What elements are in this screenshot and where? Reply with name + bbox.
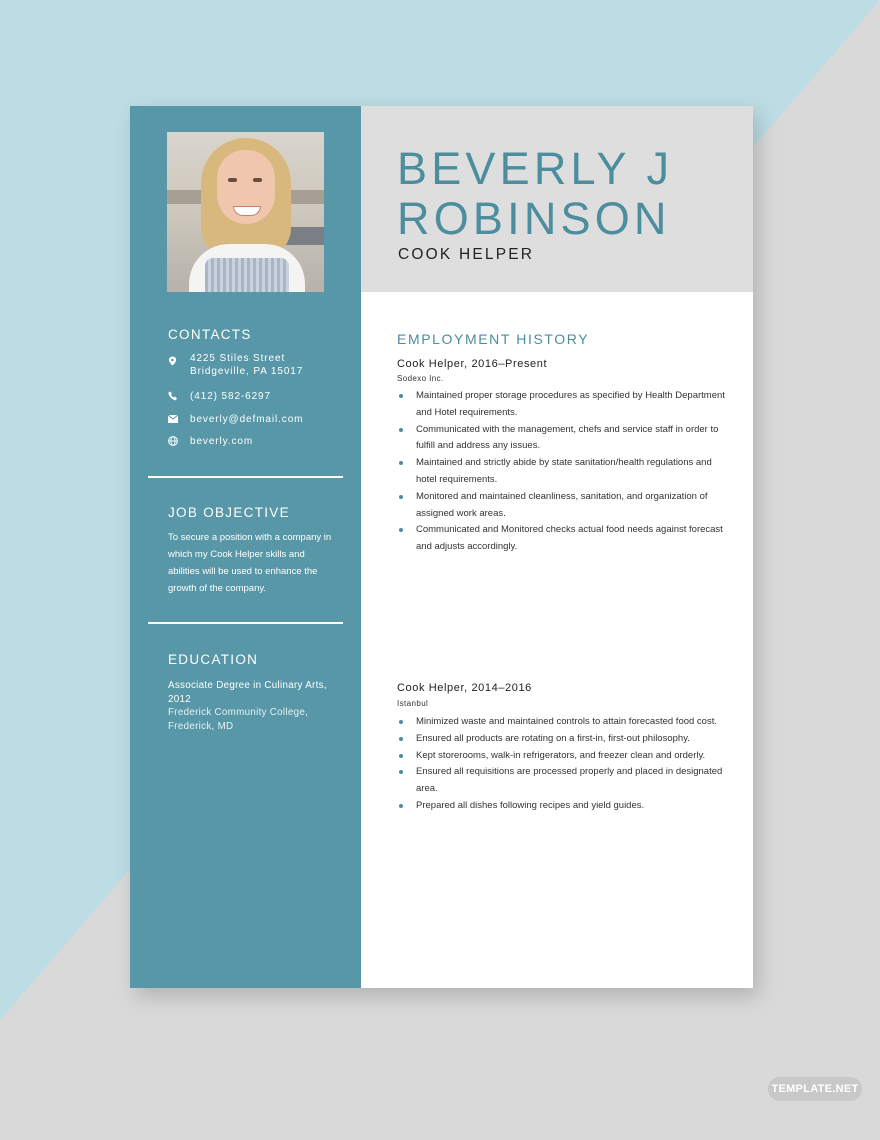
sidebar-divider	[148, 622, 343, 624]
education-school: Frederick Community College, Frederick, MD	[168, 707, 309, 732]
phone-text: (412) 582-6297	[190, 391, 271, 402]
sidebar-divider	[148, 476, 343, 478]
job-title: Cook Helper, 2014–2016	[397, 682, 532, 694]
envelope-icon	[168, 415, 178, 423]
profile-photo	[167, 132, 324, 292]
job-company: Sodexo Inc.	[397, 374, 444, 383]
job-role: COOK HELPER	[398, 246, 535, 263]
globe-icon	[168, 436, 178, 446]
education-heading: EDUCATION	[168, 652, 259, 667]
phone-icon	[168, 391, 178, 401]
job-bullets	[397, 388, 727, 556]
education-degree: Associate Degree in Culinary Arts, 2012	[168, 680, 327, 705]
name-header	[361, 106, 753, 292]
list-item: Ensured all products are rotating on a first-in, first-out philosophy.	[397, 731, 727, 748]
contacts-heading: CONTACTS	[168, 327, 252, 342]
objective-heading: JOB OBJECTIVE	[168, 505, 290, 520]
list-item: Ensured all requisitions are processed properly and placed in designated area.	[397, 764, 727, 798]
email-text: beverly@defmail.com	[190, 414, 304, 425]
sidebar	[130, 106, 361, 988]
job-company: Istanbul	[397, 699, 429, 708]
job-bullets	[397, 714, 727, 815]
template-watermark: TEMPLATE.NET	[768, 1077, 862, 1101]
name-last: ROBINSON	[397, 193, 671, 244]
list-item: Maintained and strictly abide by state sanitation/health regulations and hotel requirements.	[397, 455, 727, 489]
objective-text: To secure a position with a company in which my Cook Helper skills and abilities will be used to enhance the growth of the company.	[168, 532, 332, 594]
list-item: Communicated and Monitored checks actual food needs against forecast and adjusts accordingly.	[397, 522, 727, 556]
name-first: BEVERLY J	[397, 143, 674, 194]
list-item: Kept storerooms, walk-in refrigerators, and freezer clean and orderly.	[397, 748, 727, 765]
job-title: Cook Helper, 2016–Present	[397, 358, 548, 370]
list-item: Communicated with the management, chefs and service staff in order to fulfill and address any issues.	[397, 422, 727, 456]
list-item: Minimized waste and maintained controls to attain forecasted food cost.	[397, 714, 727, 731]
address-line2: Bridgeville, PA 15017	[190, 366, 304, 377]
website-text: beverly.com	[190, 436, 254, 447]
list-item: Monitored and maintained cleanliness, sanitation, and organization of assigned work areas.	[397, 489, 727, 523]
list-item: Prepared all dishes following recipes and yield guides.	[397, 798, 727, 815]
location-pin-icon	[168, 355, 177, 367]
address-line1: 4225 Stiles Street	[190, 353, 286, 364]
resume-page	[130, 106, 753, 988]
employment-heading: EMPLOYMENT HISTORY	[397, 331, 590, 347]
list-item: Maintained proper storage procedures as specified by Health Department and Hotel requirements.	[397, 388, 727, 422]
